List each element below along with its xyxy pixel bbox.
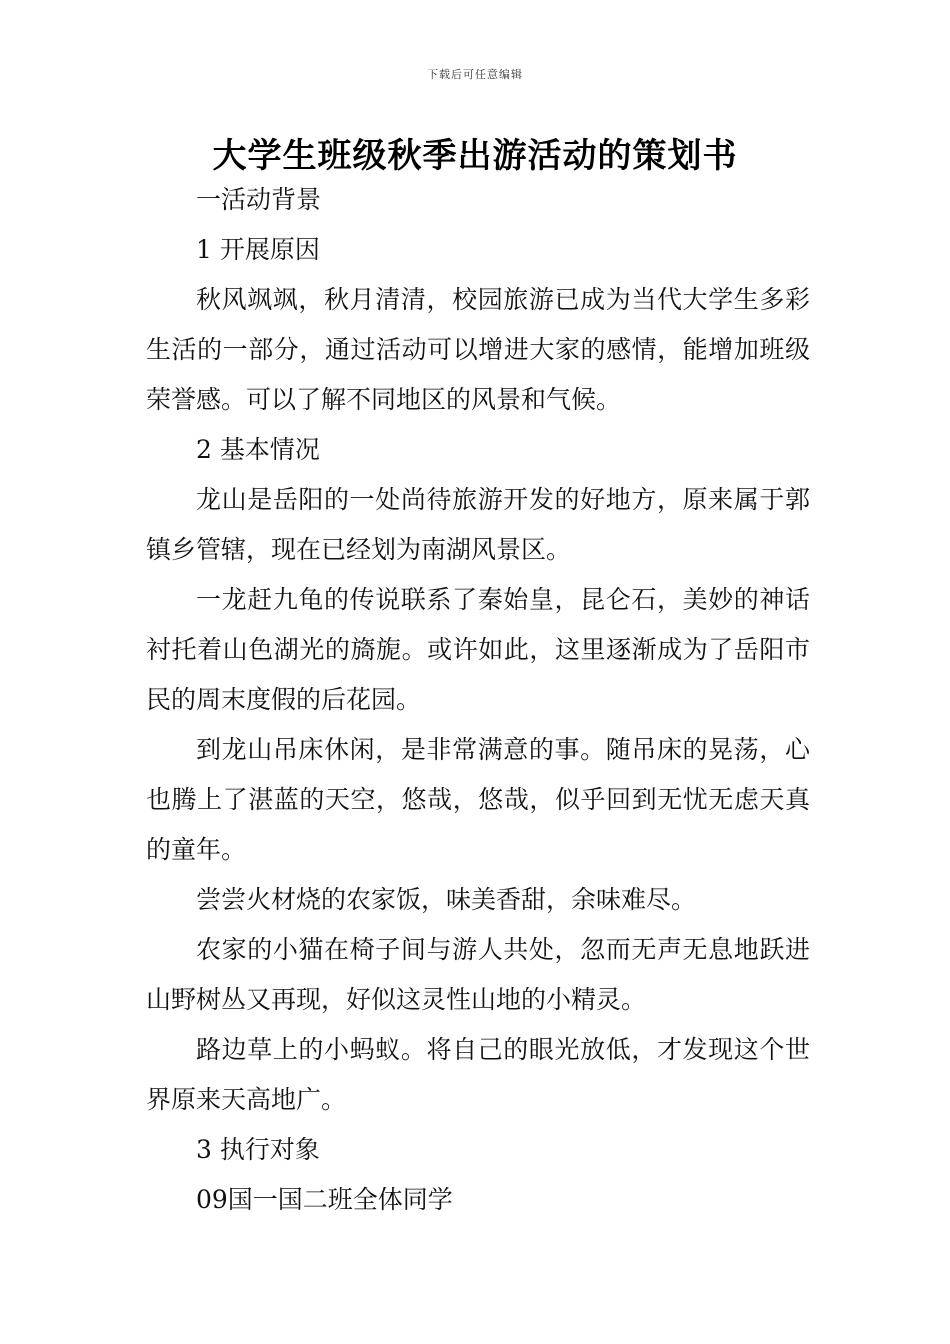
subheading-reason: 1 开展原因 [196, 235, 320, 264]
subheading-target: 3 执行对象 [196, 1135, 320, 1164]
paragraph-target-class: 09国一国二班全体同学 [196, 1185, 453, 1214]
section-heading-background: 一活动背景 [196, 185, 322, 214]
header-note: 下载后可任意编辑 [427, 68, 523, 81]
document-body [146, 175, 810, 1225]
paragraph-reason: 秋风飒飒，秋月清清，校园旅游已成为当代大学生多彩生活的一部分，通过活动可以增进大家的感情，能增加班级荣誉感。可以了解不同地区的风景和气候。 [146, 285, 810, 414]
paragraph-longshan: 龙山是岳阳的一处尚待旅游开发的好地方，原来属于郭镇乡管辖，现在已经划为南湖风景区。 [146, 485, 810, 564]
paragraph-hammock: 到龙山吊床休闲，是非常满意的事。随吊床的晃荡，心也腾上了湛蓝的天空，悠哉，悠哉，似乎回到无忧无虑天真的童年。 [146, 735, 810, 864]
document-title: 大学生班级秋季出游活动的策划书 [212, 136, 738, 176]
subheading-basic-info: 2 基本情况 [196, 435, 320, 464]
paragraph-legend: 一龙赶九龟的传说联系了秦始皇，昆仑石，美妙的神话衬托着山色湖光的旖旎。或许如此，这里逐渐成为了岳阳市民的周末度假的后花园。 [146, 585, 810, 714]
paragraph-farm-food: 尝尝火材烧的农家饭，味美香甜，余味难尽。 [196, 885, 697, 914]
paragraph-kitten: 农家的小猫在椅子间与游人共处，忽而无声无息地跃进山野树丛又再现，好似这灵性山地的小精灵。 [146, 935, 810, 1014]
paragraph-ants: 路边草上的小蚂蚁。将自己的眼光放低，才发现这个世界原来天高地广。 [146, 1035, 810, 1114]
